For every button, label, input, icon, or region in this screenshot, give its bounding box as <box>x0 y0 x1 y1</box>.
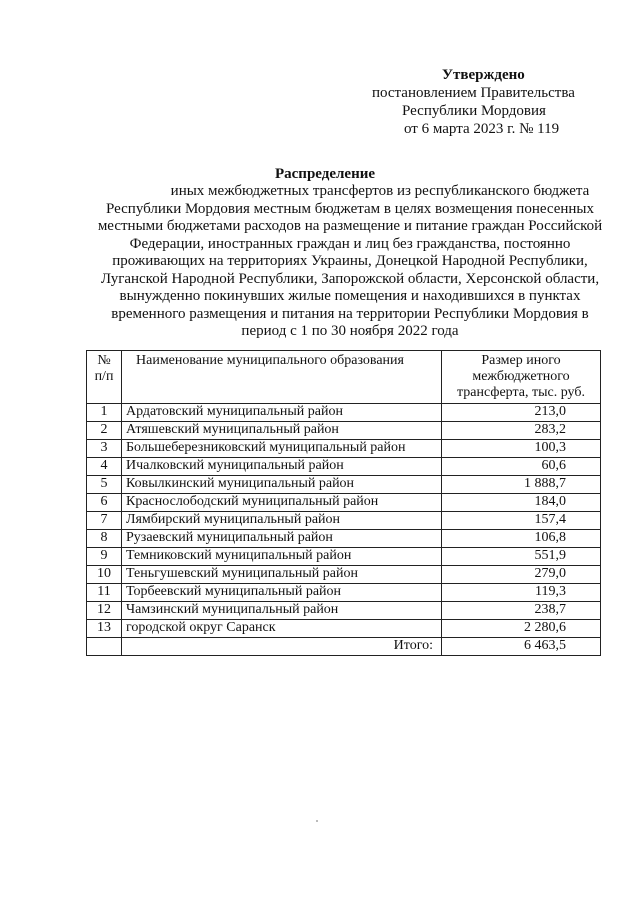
table-row <box>87 566 601 584</box>
row-number: 9 <box>87 548 122 566</box>
row-municipality: Чамзинский муниципальный район <box>122 602 442 620</box>
row-municipality: Ковылкинский муниципальный район <box>122 476 442 494</box>
total-value: 6 463,5 <box>442 638 601 656</box>
distribution-table <box>86 350 601 656</box>
total-row <box>87 638 601 656</box>
row-municipality: Темниковский муниципальный район <box>122 548 442 566</box>
table-row <box>87 422 601 440</box>
row-number: 11 <box>87 584 122 602</box>
table-row <box>87 512 601 530</box>
row-municipality: Лямбирский муниципальный район <box>122 512 442 530</box>
row-municipality: Большеберезниковский муниципальный район <box>122 440 442 458</box>
approval-line-date: от 6 марта 2023 г. № 119 <box>404 121 560 137</box>
approval-line-republic: Республики Мордовия <box>402 103 546 119</box>
table-row <box>87 458 601 476</box>
header-transfer-amount: Размер иного межбюджетного трансферта, тыс. руб. <box>442 351 601 404</box>
row-transfer-amount: 60,6 <box>442 458 601 476</box>
row-municipality: городской округ Саранск <box>122 620 442 638</box>
document-heading: Распределение <box>274 166 376 182</box>
row-transfer-amount: 283,2 <box>442 422 601 440</box>
row-number: 6 <box>87 494 122 512</box>
table-row <box>87 530 601 548</box>
row-transfer-amount: 213,0 <box>442 404 601 422</box>
table-header-row <box>87 351 601 404</box>
row-municipality: Рузаевский муниципальный район <box>122 530 442 548</box>
row-municipality: Теньгушевский муниципальный район <box>122 566 442 584</box>
table-row <box>87 494 601 512</box>
row-transfer-amount: 184,0 <box>442 494 601 512</box>
total-label: Итого: <box>122 638 442 656</box>
header-municipality: Наименование муниципального образования <box>122 351 442 404</box>
approval-title: Утверждено <box>442 67 525 83</box>
table-row <box>87 476 601 494</box>
row-municipality: Краснослободский муниципальный район <box>122 494 442 512</box>
row-municipality: Торбеевский муниципальный район <box>122 584 442 602</box>
table-row <box>87 602 601 620</box>
row-transfer-amount: 279,0 <box>442 566 601 584</box>
row-number: 8 <box>87 530 122 548</box>
row-number: 1 <box>87 404 122 422</box>
document-description <box>90 183 610 341</box>
total-empty-cell <box>87 638 122 656</box>
row-number: 13 <box>87 620 122 638</box>
table-row <box>87 548 601 566</box>
description-body: Республики Мордовия местным бюджетам в целях возмещения понесенных местными бюджетами расходов на размещение и питание граждан Российской Федерации, иностранных граждан и лиц без гражданства, постоянно проживающих на территориях Украины, Донецкой Народной Республики, Луганской Народной Республики, Запорожской области, Херсонской области, вынужденно покинувших жилые помещения и находившихся в пунктах временного размещения и питания на территории Республики Мордовия в период с 1 по 30 ноября 2022 года <box>97 200 603 339</box>
row-transfer-amount: 1 888,7 <box>442 476 601 494</box>
row-transfer-amount: 157,4 <box>442 512 601 530</box>
row-municipality: Ичалковский муниципальный район <box>122 458 442 476</box>
header-number: № п/п <box>87 351 122 404</box>
description-first-line: иных межбюджетных трансфертов из республиканского бюджета <box>170 183 590 199</box>
table-row <box>87 440 601 458</box>
table-row <box>87 620 601 638</box>
row-municipality: Атяшевский муниципальный район <box>122 422 442 440</box>
table-row <box>87 404 601 422</box>
table-row <box>87 584 601 602</box>
scan-speck <box>316 820 318 822</box>
row-number: 2 <box>87 422 122 440</box>
row-transfer-amount: 238,7 <box>442 602 601 620</box>
row-municipality: Ардатовский муниципальный район <box>122 404 442 422</box>
row-transfer-amount: 119,3 <box>442 584 601 602</box>
row-number: 3 <box>87 440 122 458</box>
row-number: 7 <box>87 512 122 530</box>
row-transfer-amount: 2 280,6 <box>442 620 601 638</box>
row-number: 10 <box>87 566 122 584</box>
row-transfer-amount: 551,9 <box>442 548 601 566</box>
approval-stamp <box>370 66 610 138</box>
row-number: 5 <box>87 476 122 494</box>
approval-line-resolution: постановлением Правительства <box>372 85 575 101</box>
row-transfer-amount: 100,3 <box>442 440 601 458</box>
row-transfer-amount: 106,8 <box>442 530 601 548</box>
row-number: 4 <box>87 458 122 476</box>
row-number: 12 <box>87 602 122 620</box>
